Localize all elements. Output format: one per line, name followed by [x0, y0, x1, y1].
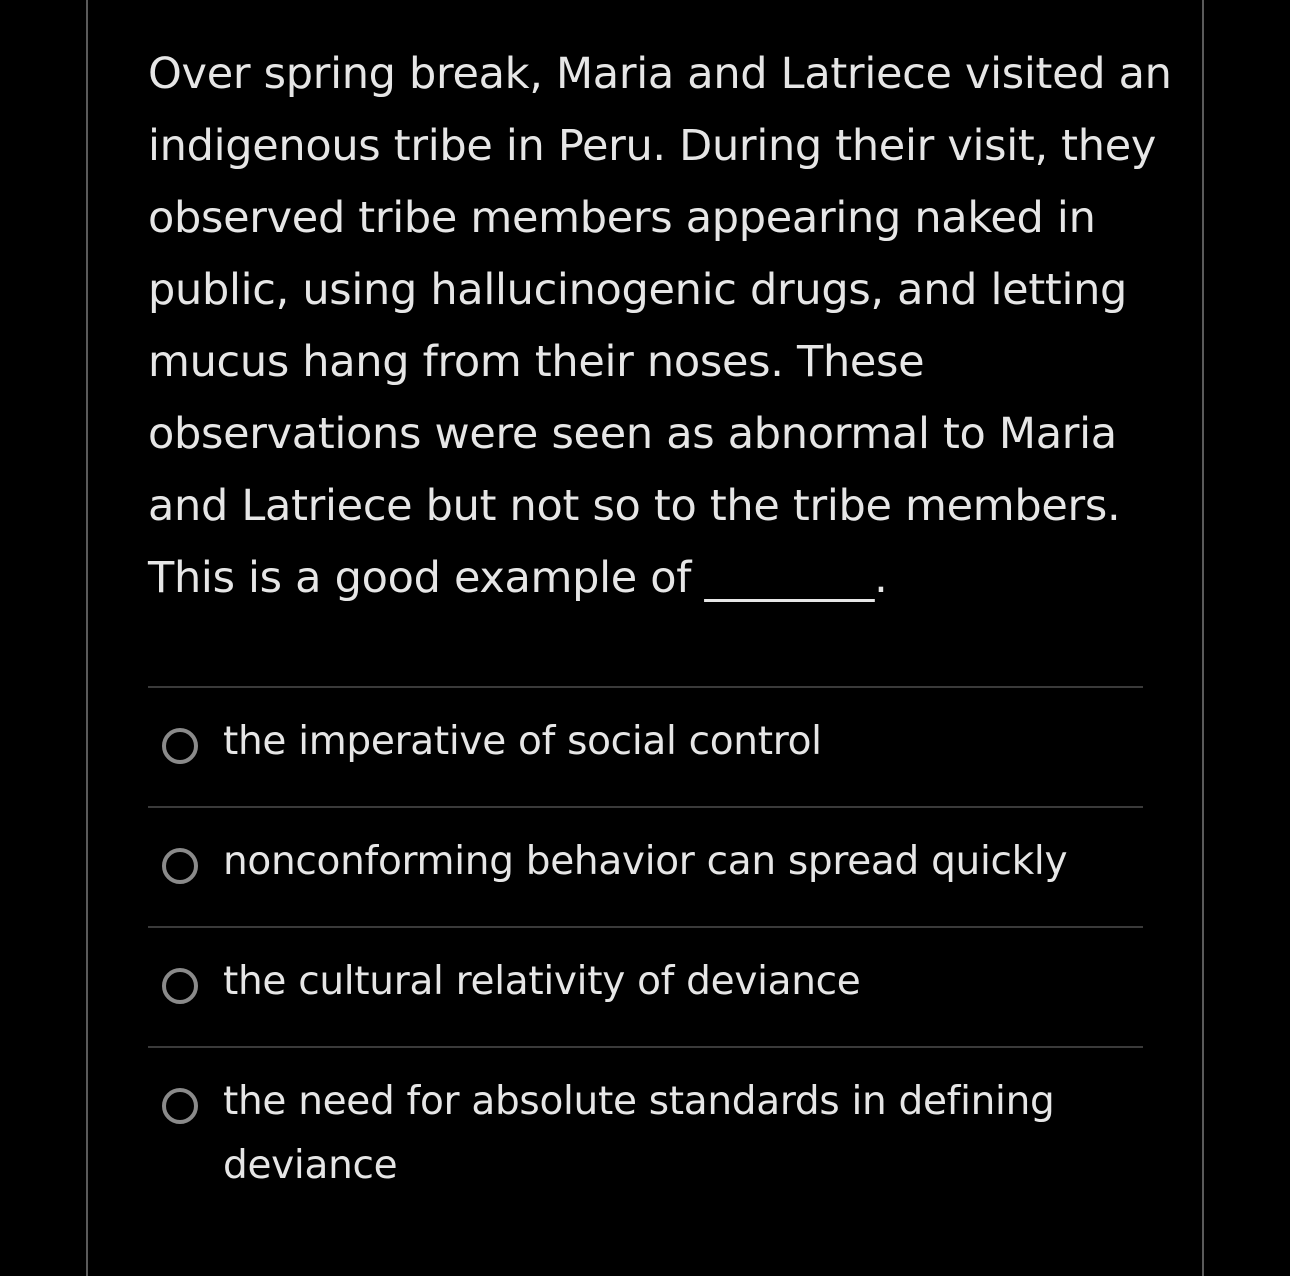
question-line: and Latriece but not so to the tribe members.: [148, 481, 1121, 531]
question-line: public, using hallucinogenic drugs, and letting: [148, 265, 1128, 315]
question-line: indigenous tribe in Peru. During their visit, they: [148, 121, 1156, 171]
question-text: [148, 38, 1172, 614]
answer-options: [148, 686, 1143, 1208]
answer-option-2[interactable]: [148, 806, 1143, 926]
question-line: observed tribe members appearing naked in: [148, 193, 1096, 243]
radio-button[interactable]: [162, 848, 198, 884]
answer-option-4[interactable]: [148, 1046, 1143, 1208]
radio-button[interactable]: [162, 968, 198, 1004]
answer-option-3[interactable]: [148, 926, 1143, 1046]
answer-option-label[interactable]: the need for absolute standards in defining deviance: [223, 1079, 1055, 1188]
question-line: observations were seen as abnormal to Maria: [148, 409, 1117, 459]
radio-button[interactable]: [162, 728, 198, 764]
question-line: mucus hang from their noses. These: [148, 337, 925, 387]
question-line: Over spring break, Maria and Latriece visited an: [148, 49, 1172, 99]
answer-option-label[interactable]: the cultural relativity of deviance: [223, 959, 861, 1004]
answer-option-1[interactable]: [148, 686, 1143, 806]
question-line: This is a good example of ________.: [148, 553, 888, 603]
radio-button[interactable]: [162, 1088, 198, 1124]
answer-option-label[interactable]: nonconforming behavior can spread quickly: [223, 839, 1068, 884]
answer-option-label[interactable]: the imperative of social control: [223, 719, 822, 764]
